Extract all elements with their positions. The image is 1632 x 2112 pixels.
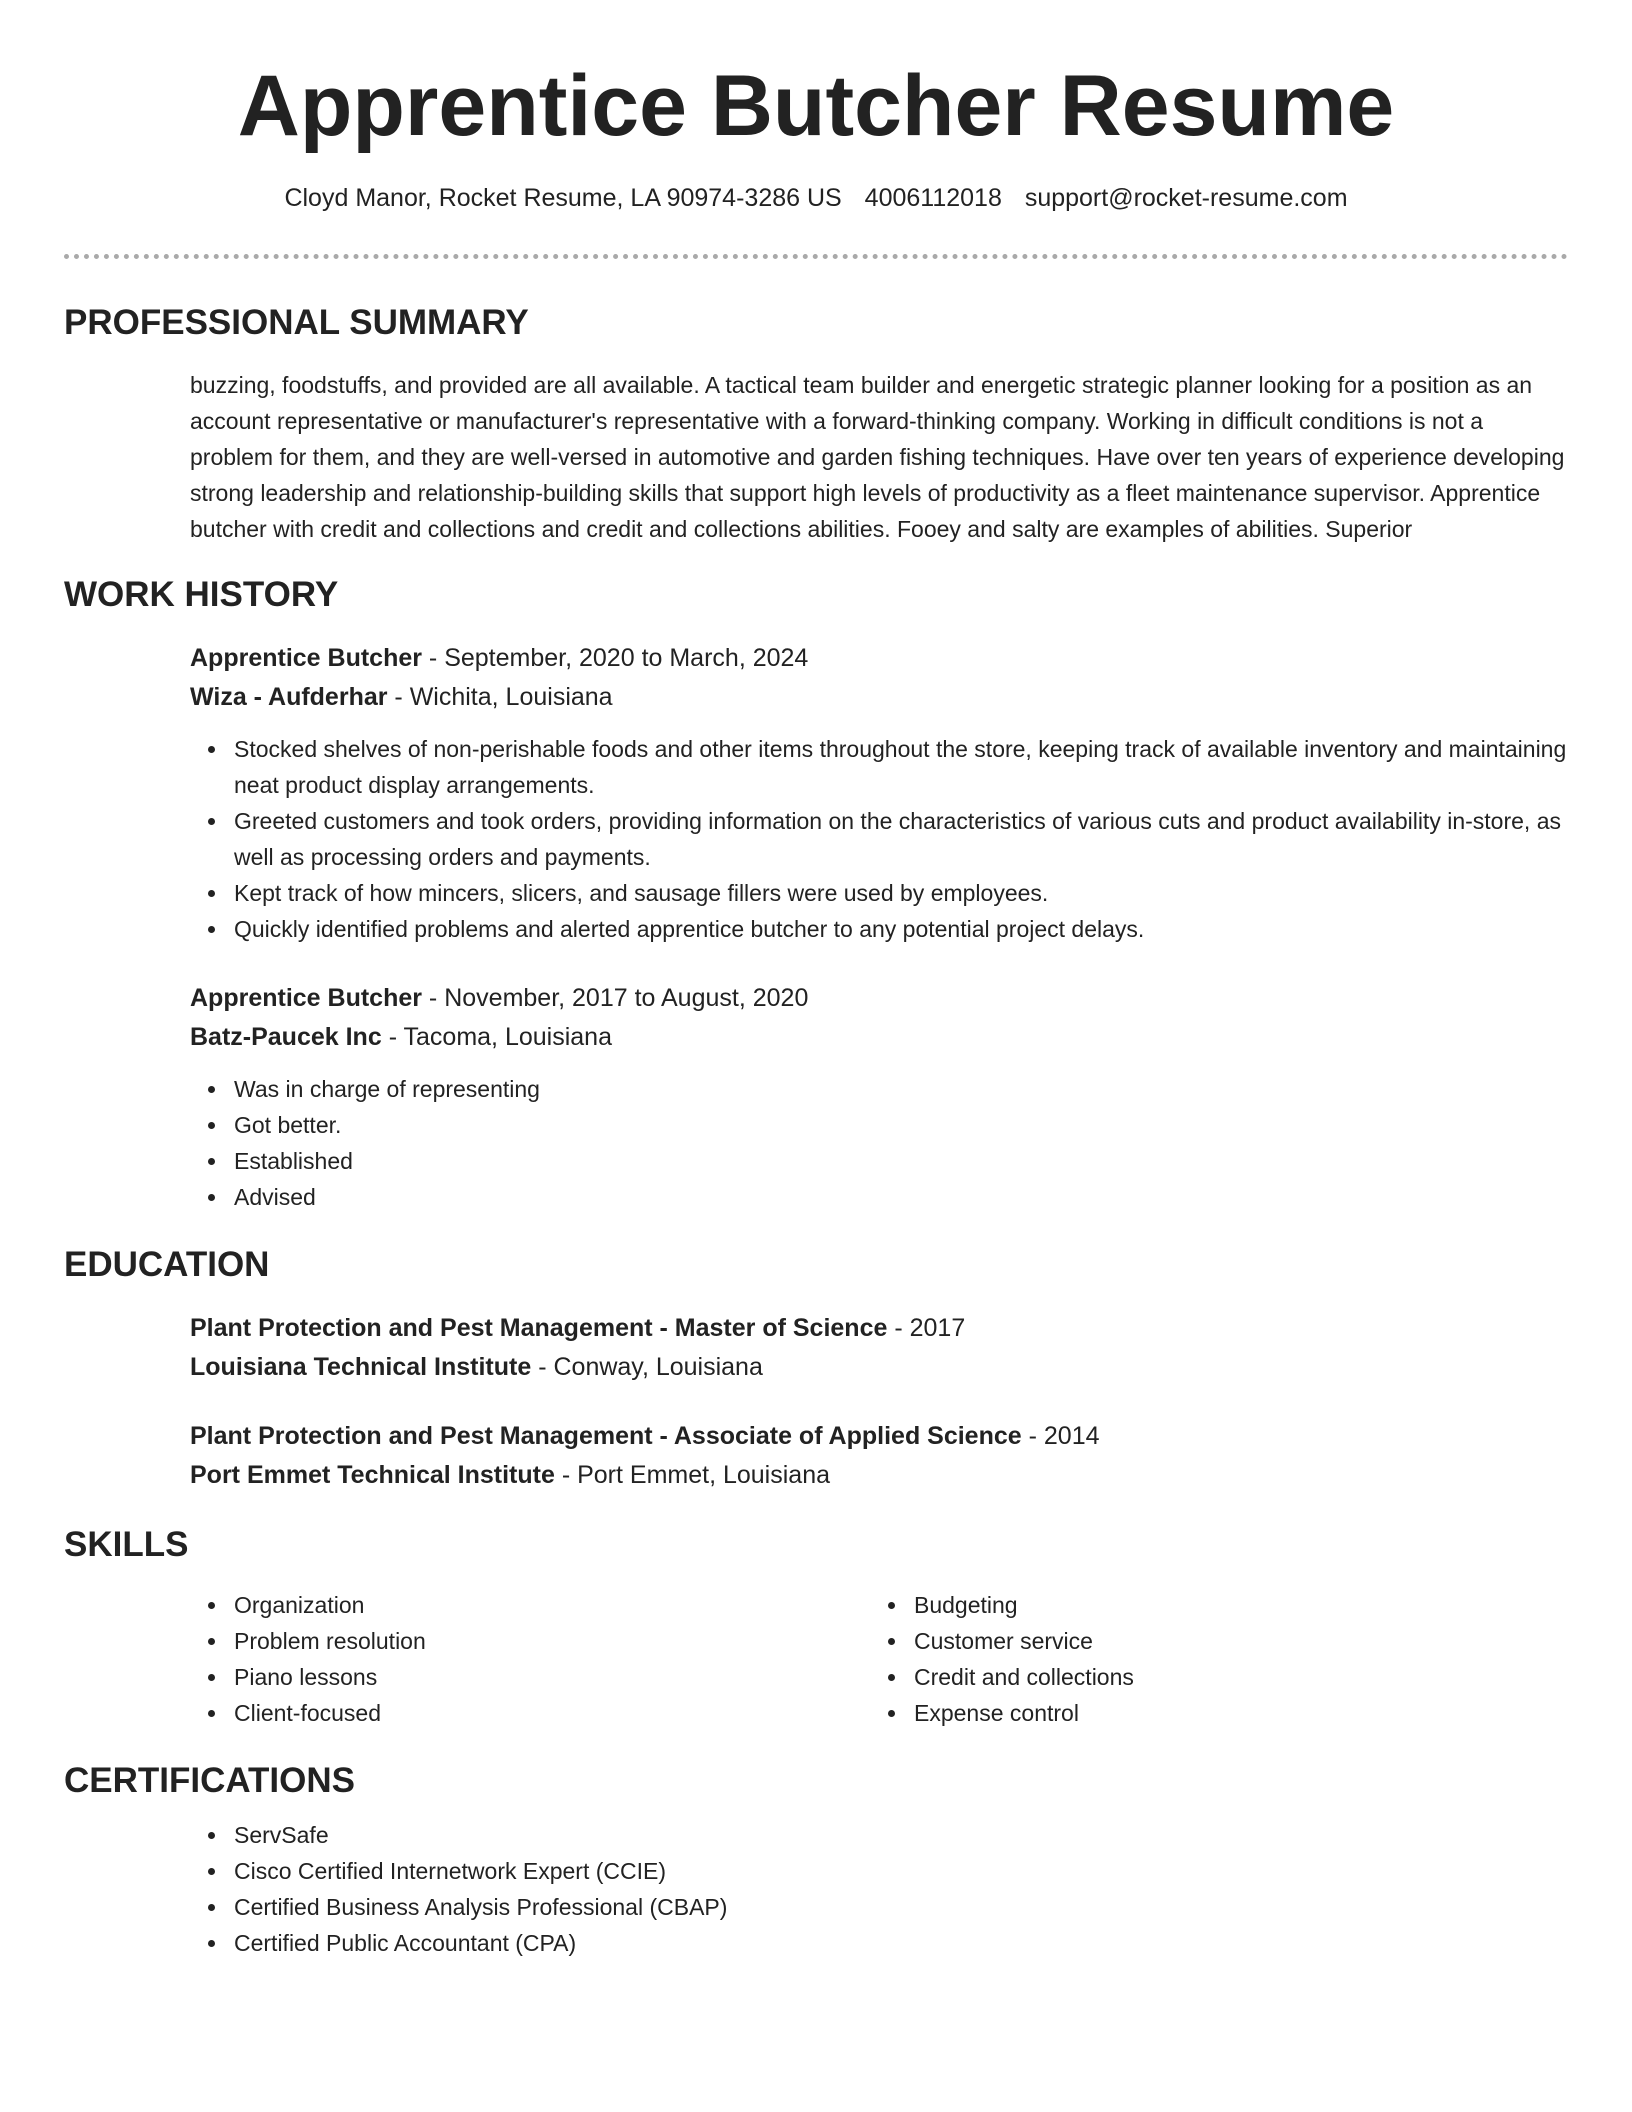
- job-dates: - November, 2017 to August, 2020: [421, 984, 809, 1012]
- certification-item: ServSafe: [190, 1817, 1568, 1853]
- job-entry: [190, 979, 1568, 1215]
- school: Louisiana Technical Institute: [190, 1353, 532, 1381]
- work-history-heading: WORK HISTORY: [64, 575, 339, 614]
- degree-line: [190, 1417, 1568, 1456]
- job-duty: Advised: [190, 1179, 1568, 1215]
- skills-heading: SKILLS: [64, 1525, 189, 1564]
- job-company: Batz-Paucek Inc: [190, 1023, 382, 1051]
- education-entry: [190, 1309, 1568, 1387]
- school-location: - Port Emmet, Louisiana: [554, 1461, 831, 1489]
- school-location: - Conway, Louisiana: [531, 1353, 763, 1381]
- skill-item: Problem resolution: [190, 1623, 870, 1659]
- job-title: Apprentice Butcher: [190, 644, 422, 672]
- certification-item: Certified Business Analysis Professional (CBAP): [190, 1889, 1568, 1925]
- certification-item: Certified Public Accountant (CPA): [190, 1925, 1568, 1961]
- skills-grid: [190, 1587, 1568, 1731]
- degree-year: - 2017: [887, 1314, 966, 1342]
- job-duty: Established: [190, 1143, 1568, 1179]
- degree-line: [190, 1309, 1568, 1348]
- school: Port Emmet Technical Institute: [190, 1461, 555, 1489]
- summary-text: buzzing, foodstuffs, and provided are all available. A tactical team builder and energetic strategic planner looking for a position as an account representative or manufacturer's representative with a forward-thinking company. Working in difficult conditions is not a problem for them, and they are well-versed in automotive and garden fishing techniques. Have over ten years of experience developing strong leadership and relationship-building skills that support high levels of productivity as a fleet maintenance supervisor. Apprentice butcher with credit and collections and credit and collections abilities. Fooey and salty are examples of abilities. Superior: [190, 372, 1565, 542]
- education-heading: EDUCATION: [64, 1245, 270, 1284]
- skills-list-left: [190, 1587, 870, 1731]
- certifications-list: [190, 1817, 1568, 1961]
- skill-item: Customer service: [870, 1623, 1550, 1659]
- job-duty: Stocked shelves of non-perishable foods and other items throughout the store, keeping track of available inventory and maintaining neat product display arrangements.: [190, 731, 1568, 803]
- degree: Plant Protection and Pest Management - Associate of Applied Science: [190, 1422, 1022, 1450]
- job-company: Wiza - Aufderhar: [190, 683, 388, 711]
- job-duties-list: [190, 731, 1568, 947]
- job-duty: Kept track of how mincers, slicers, and sausage fillers were used by employees.: [190, 875, 1568, 911]
- header-divider: [64, 254, 1568, 259]
- job-dates: - September, 2020 to March, 2024: [421, 644, 809, 672]
- job-duty: Got better.: [190, 1107, 1568, 1143]
- contact-line: [64, 182, 1568, 214]
- skill-item: Piano lessons: [190, 1659, 870, 1695]
- skill-item: Budgeting: [870, 1587, 1550, 1623]
- job-company-line: [190, 678, 1568, 717]
- resume-title: Apprentice Butcher Resume: [237, 58, 1395, 154]
- degree-year: - 2014: [1021, 1422, 1100, 1450]
- certification-item: Cisco Certified Internetwork Expert (CCIE): [190, 1853, 1568, 1889]
- job-title-line: [190, 639, 1568, 678]
- job-duty: Greeted customers and took orders, providing information on the characteristics of various cuts and product availability in-store, as well as processing orders and payments.: [190, 803, 1568, 875]
- skill-item: Expense control: [870, 1695, 1550, 1731]
- contact-phone: 4006112018: [864, 184, 1002, 212]
- school-line: [190, 1348, 1568, 1387]
- contact-address: Cloyd Manor, Rocket Resume, LA 90974-3286 US: [284, 184, 842, 212]
- skill-item: Credit and collections: [870, 1659, 1550, 1695]
- job-location: - Wichita, Louisiana: [387, 683, 613, 711]
- job-company-line: [190, 1018, 1568, 1057]
- school-line: [190, 1456, 1568, 1495]
- skill-item: Organization: [190, 1587, 870, 1623]
- skill-item: Client-focused: [190, 1695, 870, 1731]
- summary-heading: PROFESSIONAL SUMMARY: [64, 303, 529, 342]
- job-duty: Quickly identified problems and alerted apprentice butcher to any potential project delays.: [190, 911, 1568, 947]
- contact-email: support@rocket-resume.com: [1024, 184, 1348, 212]
- job-title: Apprentice Butcher: [190, 984, 422, 1012]
- job-entry: [190, 639, 1568, 947]
- certifications-heading: CERTIFICATIONS: [64, 1761, 356, 1800]
- job-duties-list: [190, 1071, 1568, 1215]
- job-duty: Was in charge of representing: [190, 1071, 1568, 1107]
- resume-page: [64, 0, 1568, 1961]
- job-title-line: [190, 979, 1568, 1018]
- degree: Plant Protection and Pest Management - Master of Science: [190, 1314, 888, 1342]
- skills-list-right: [870, 1587, 1550, 1731]
- education-entry: [190, 1417, 1568, 1495]
- job-location: - Tacoma, Louisiana: [381, 1023, 612, 1051]
